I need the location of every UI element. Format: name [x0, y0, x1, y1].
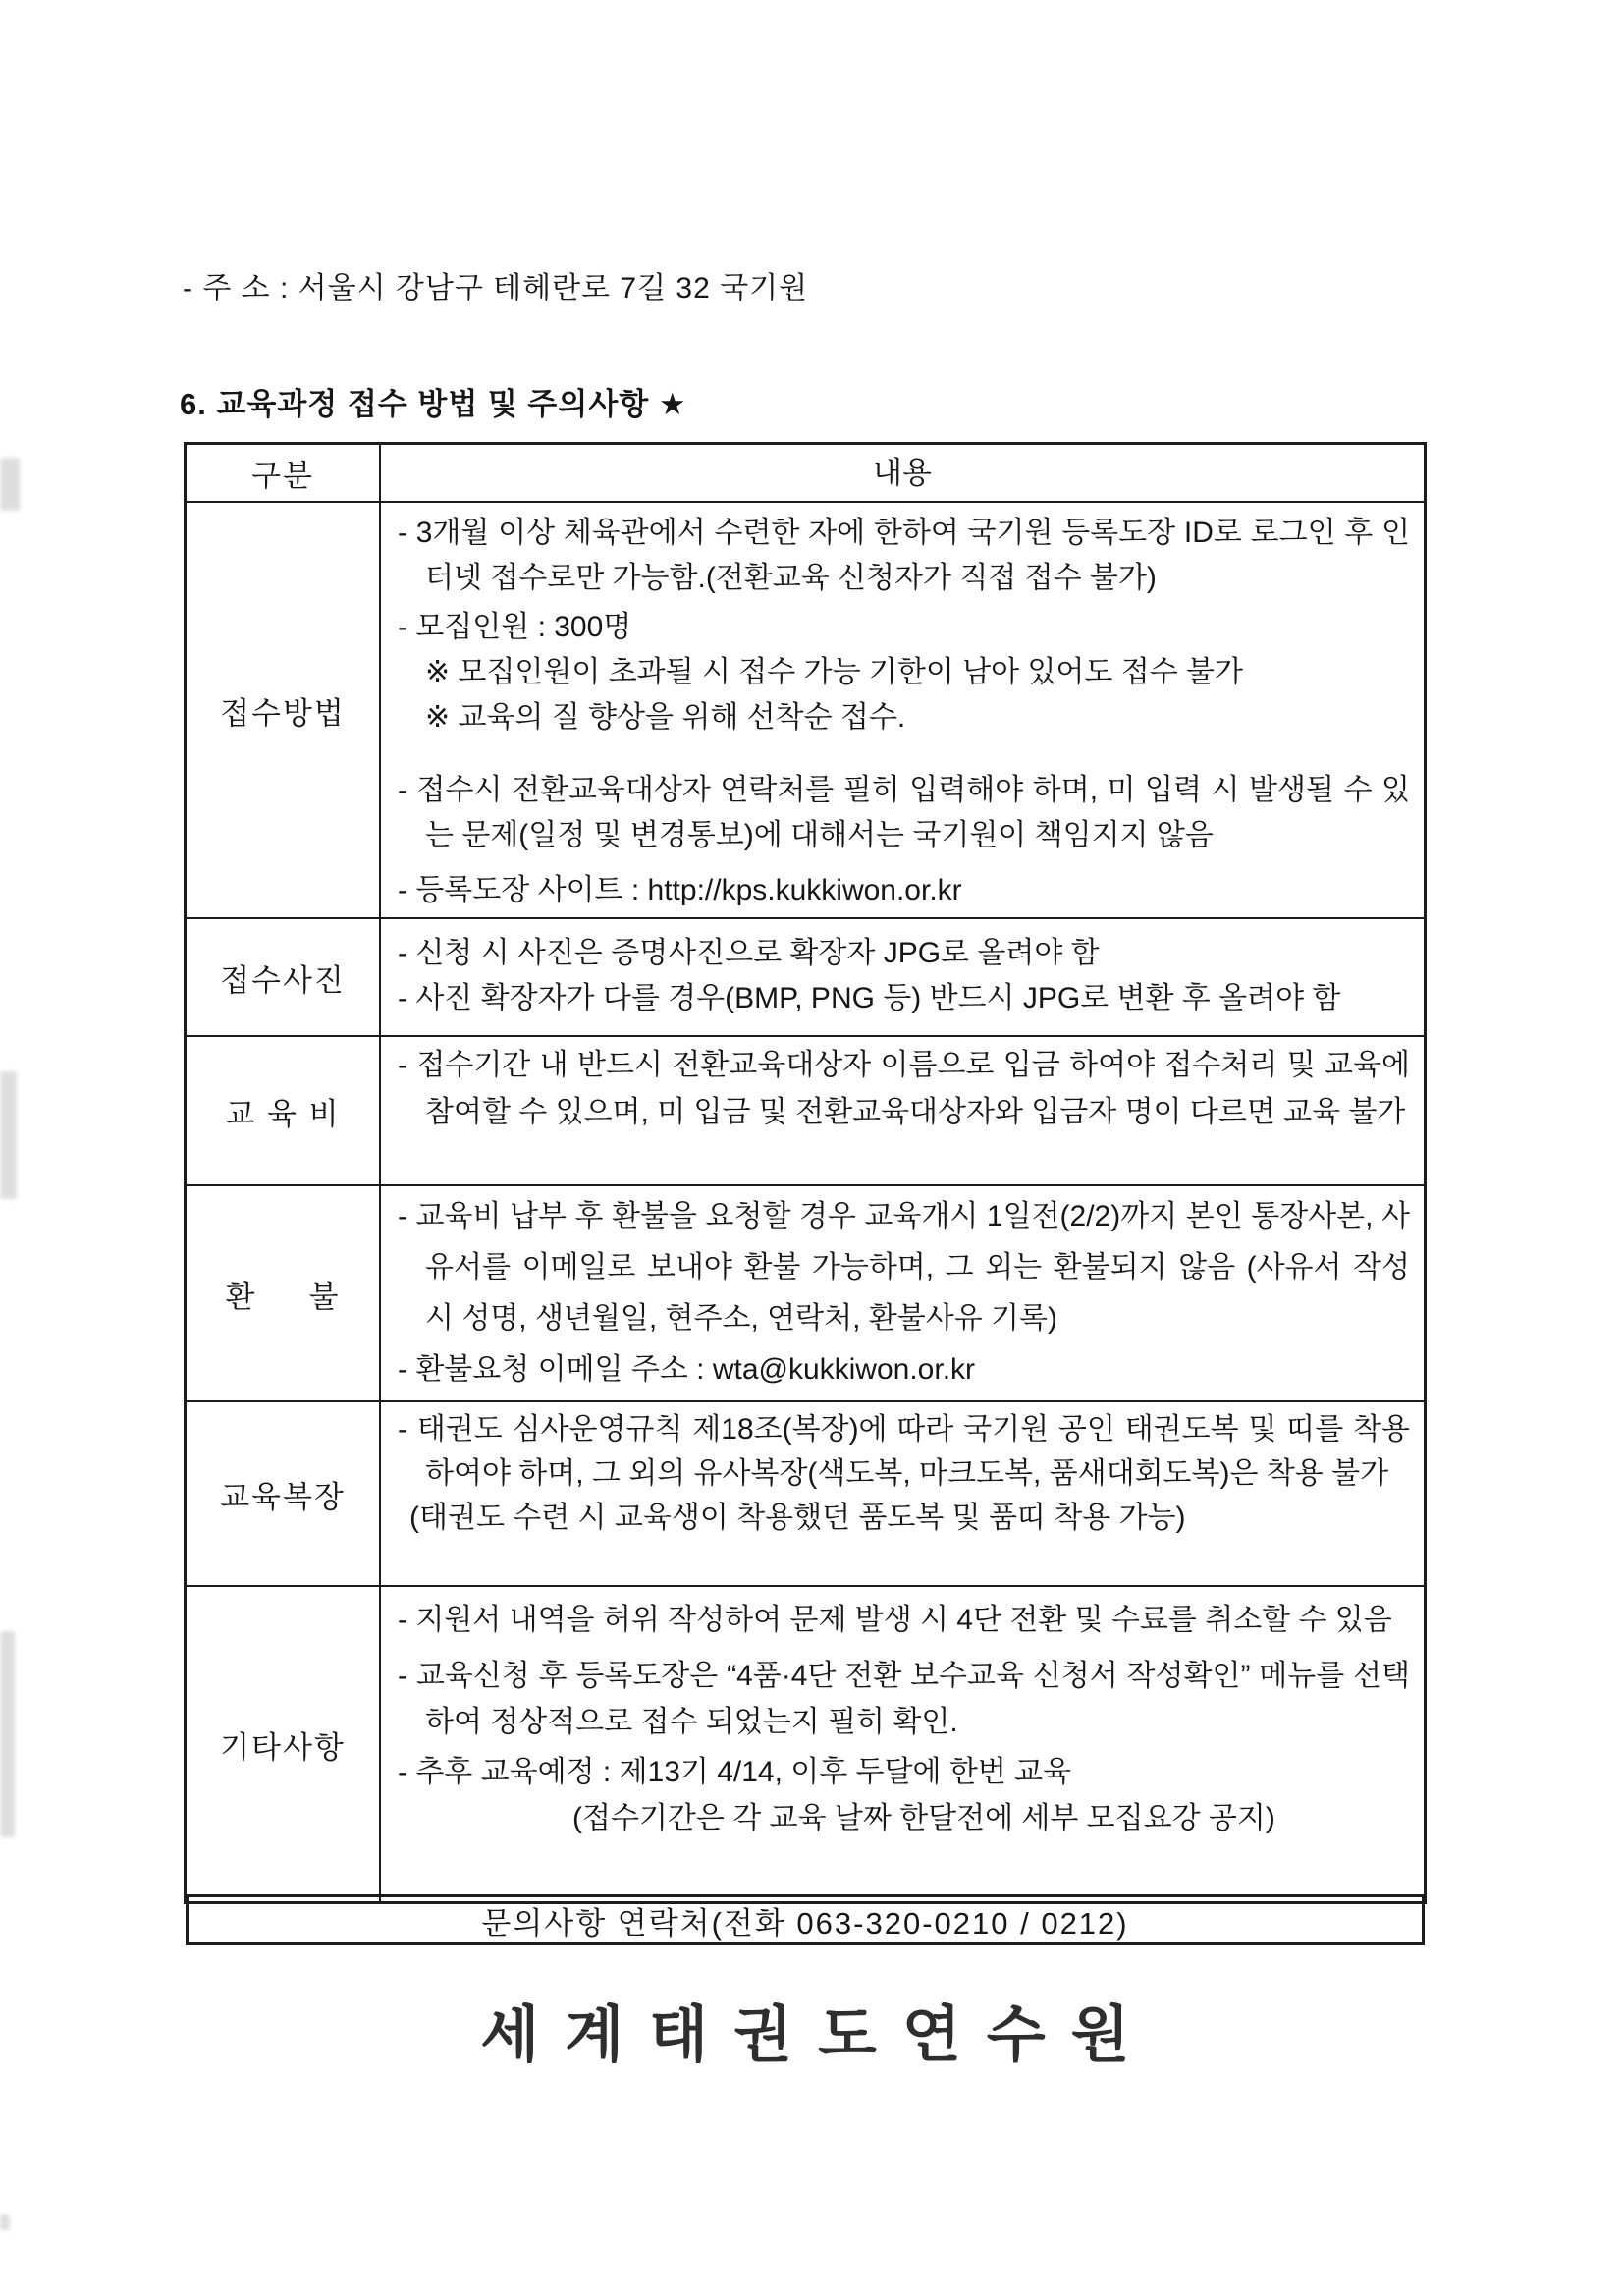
table-row-other-notes [187, 1585, 1424, 1901]
table-header-content: 내용 [873, 455, 932, 490]
content-line: - 환불요청 이메일 주소 : wta@kukkiwon.or.kr [398, 1353, 976, 1386]
content-line: ※ 모집인원이 초과될 시 접수 가능 기한이 남아 있어도 접수 불가 [425, 656, 1243, 688]
scan-artifact [0, 1071, 17, 1199]
row-content [381, 503, 1424, 917]
content-line: (접수기간은 각 교육 날짜 한달전에 세부 모집요강 공지) [572, 1802, 1275, 1834]
row-label: 접수방법 [187, 503, 381, 917]
table-header-category: 구분 [187, 445, 381, 501]
content-line: - 등록도장 사이트 : http://kps.kukkiwon.or.kr [398, 874, 962, 906]
scan-artifact [0, 2214, 10, 2230]
content-line: - 접수기간 내 반드시 전환교육대상자 이름으로 입금 하여야 접수처리 및 교육에 참여할 수 있으며, 미 입금 및 전환교육대상자와 입금자 명이 다르면 교육 불가 [398, 1049, 1410, 1128]
table-row-refund [187, 1184, 1424, 1400]
info-table [184, 442, 1427, 1904]
content-line: - 모집인원 : 300명 [398, 611, 632, 643]
row-label: 접수사진 [187, 919, 381, 1035]
row-content [381, 1587, 1424, 1901]
row-label: 기타사항 [187, 1587, 381, 1901]
content-line: - 접수시 전환교육대상자 연락처를 필히 입력해야 하며, 미 입력 시 발생될 수 있는 문제(일정 및 변경통보)에 대해서는 국기원이 책임지지 않음 [398, 774, 1410, 851]
contact-notice-text: 문의사항 연락처(전화 063-320-0210 / 0212) [481, 1905, 1129, 1941]
row-content [381, 1186, 1424, 1400]
content-line: (태권도 수련 시 교육생이 착용했던 품도복 및 품띠 착용 가능) [409, 1502, 1186, 1534]
table-row-registration-method [187, 501, 1424, 917]
content-line: - 지원서 내역을 허위 작성하여 문제 발생 시 4단 전환 및 수료를 취소할 수 있음 [398, 1604, 1392, 1636]
row-label: 교육복장 [187, 1402, 381, 1585]
content-line: - 사진 확장자가 다를 경우(BMP, PNG 등) 반드시 JPG로 변환 후 올려야 함 [398, 982, 1341, 1014]
section-heading: 6. 교육과정 접수 방법 및 주의사항 ★ [180, 387, 687, 421]
org-title: 세계태권도연수원 [480, 2001, 1156, 2069]
table-row-education-uniform [187, 1400, 1424, 1585]
content-line: - 신청 시 사진은 증명사진으로 확장자 JPG로 올려야 함 [398, 937, 1100, 969]
content-line: - 3개월 이상 체육관에서 수련한 자에 한하여 국기원 등록도장 ID로 로그인 후 인터넷 접수로만 가능함.(전환교육 신청자가 직접 접수 불가) [398, 517, 1410, 594]
row-content [381, 1402, 1424, 1585]
content-line: - 교육비 납부 후 환불을 요청할 경우 교육개시 1일전(2/2)까지 본인 통장사본, 사유서를 이메일로 보내야 환불 가능하며, 그 외는 환불되지 않음 (사유서 작성 시 성명, 생년월일, 현주소, 연락처, 환불사유 기록) [398, 1200, 1410, 1335]
row-content [381, 919, 1424, 1035]
address-line: - 주 소 : 서울시 강남구 테헤란로 7길 32 국기원 [183, 272, 809, 304]
table-header-row [187, 445, 1424, 501]
content-line: - 교육신청 후 등록도장은 “4품·4단 전환 보수교육 신청서 작성확인” 메뉴를 선택하여 정상적으로 접수 되었는지 필히 확인. [398, 1660, 1410, 1738]
scan-artifact [0, 458, 20, 511]
content-line: ※ 교육의 질 향상을 위해 선착순 접수. [425, 701, 906, 734]
row-content [381, 1037, 1424, 1184]
row-label: 교 육 비 [187, 1037, 381, 1184]
table-row-education-fee [187, 1035, 1424, 1184]
row-label: 환 불 [187, 1186, 381, 1400]
content-line: - 추후 교육예정 : 제13기 4/14, 이후 두달에 한번 교육 [398, 1756, 1072, 1788]
content-line: - 태권도 심사운영규칙 제18조(복장)에 따라 국기원 공인 태권도복 및 띠를 착용하여야 하며, 그 외의 유사복장(색도복, 마크도복, 품새대회도복)은 착용 불가 [398, 1413, 1410, 1490]
contact-notice-box [186, 1894, 1425, 1945]
table-row-registration-photo [187, 917, 1424, 1035]
scan-artifact [0, 1631, 15, 1837]
